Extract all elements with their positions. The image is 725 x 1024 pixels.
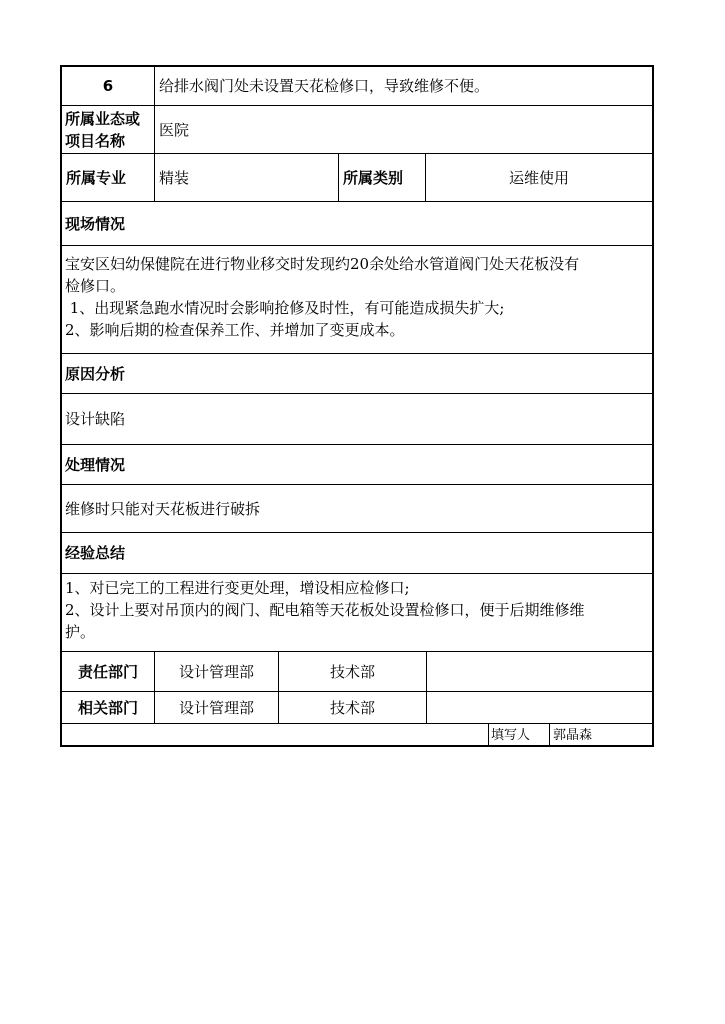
situation-text: [62, 253, 652, 341]
situation-line: 2、影响后期的检查保养工作、并增加了变更成本。: [65, 321, 405, 339]
responsible-dept-1: 设计管理部: [178, 662, 254, 681]
related-dept-2: 技术部: [329, 698, 375, 717]
situation-line: 1、出现紧急跑水情况时会影响抢修及时性，有可能造成损失扩大;: [65, 299, 505, 317]
row-divider: [62, 573, 652, 574]
filler-label: 填写人: [491, 727, 531, 743]
cause-text: 设计缺陷: [65, 410, 126, 428]
summary-text: [62, 577, 652, 643]
situation-heading: 现场情况: [65, 214, 126, 233]
col-divider: [426, 651, 427, 723]
row-divider: [62, 245, 652, 246]
issue-title: 给排水阀门处未设置天花检修口，导致维修不便。: [159, 77, 490, 95]
summary-heading: 经验总结: [65, 544, 126, 562]
summary-line: 1、对已完工的工程进行变更处理，增设相应检修口;: [65, 579, 410, 597]
situation-line: 检修口。: [65, 277, 126, 295]
related-dept-label: 相关部门: [77, 698, 138, 717]
handling-text: 维修时只能对天花板进行破拆: [65, 499, 261, 518]
category-label: 所属类别: [343, 168, 404, 187]
business-label-line2: 项目名称: [65, 131, 126, 150]
situation-line: 宝安区妇幼保健院在进行物业移交时发现约20余处给水管道阀门处天花板没有: [65, 255, 580, 273]
record-number: 6: [102, 77, 114, 95]
summary-line: 护。: [65, 623, 96, 641]
specialty-label: 所属专业: [66, 168, 127, 187]
business-label: [62, 106, 154, 153]
specialty-value: 精装: [159, 168, 190, 187]
handling-heading: 处理情况: [65, 455, 126, 474]
responsible-dept-2: 技术部: [329, 662, 375, 681]
category-value: 运维使用: [508, 168, 569, 187]
cause-heading: 原因分析: [65, 364, 126, 383]
case-record-table: [60, 65, 654, 747]
related-dept-1: 设计管理部: [178, 698, 254, 717]
business-label-line1: 所属业态或: [65, 109, 141, 128]
responsible-dept-label: 责任部门: [77, 662, 138, 681]
filler-name: 郭晶森: [553, 727, 593, 743]
business-value: 医院: [159, 120, 190, 139]
summary-line: 2、设计上要对吊顶内的阀门、配电箱等天花板处设置检修口，便于后期维修维: [65, 601, 585, 619]
